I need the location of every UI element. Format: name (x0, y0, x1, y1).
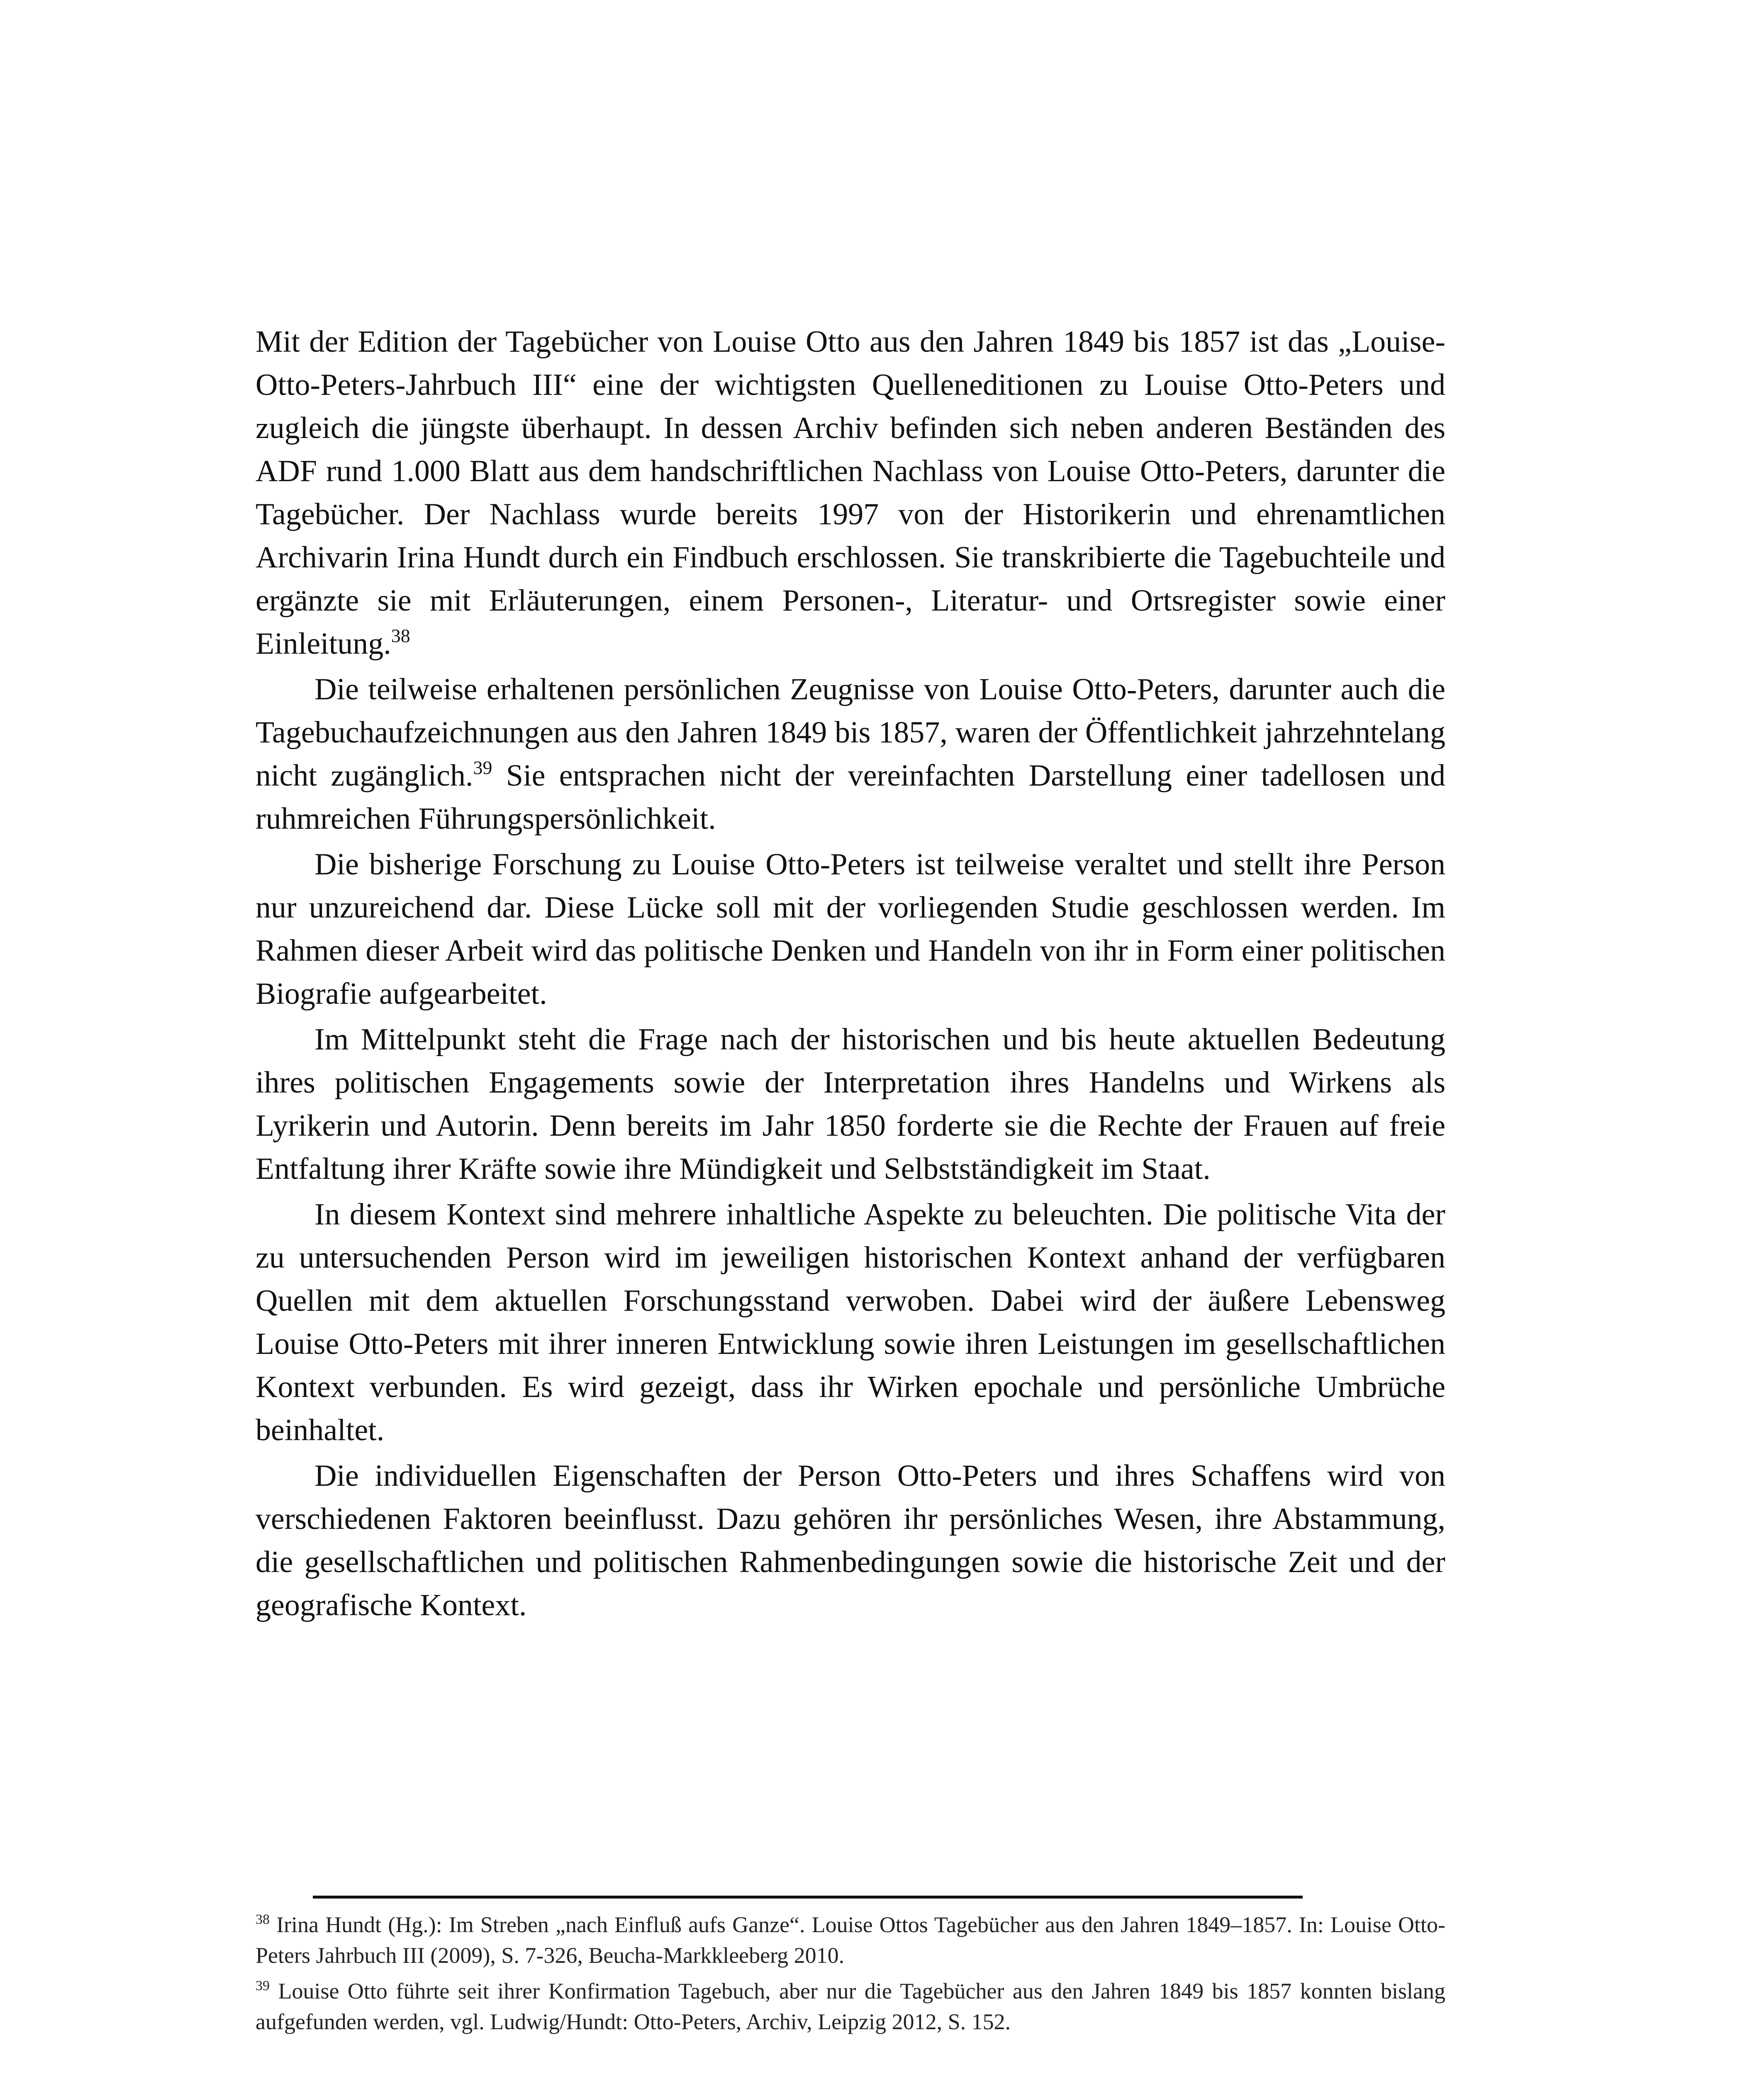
footnote-text: Irina Hundt (Hg.): Im Streben „nach Einfluß aufs Ganze“. Louise Ottos Tagebücher aus den Jahren 1849–1857. In: Louise Otto-Peters Jahrbuch III (2009), S. 7-326, Beucha-Markkleeberg 2010. (256, 1912, 1445, 1968)
footnotes (256, 1909, 1445, 2042)
footnote-39 (256, 1976, 1445, 2037)
body-text (256, 320, 1445, 1629)
paragraph-text: Die teilweise erhaltenen persönlichen Zeugnisse von Louise Otto-Peters, darunter auch die Tagebuchaufzeichnungen aus den Jahren 1849 bis 1857, waren der Öffentlichkeit jahrzehntelang nicht zugänglich. (256, 672, 1445, 793)
paragraph-1 (256, 320, 1445, 665)
footnote-mark: 38 (256, 1912, 270, 1927)
paragraph-2 (256, 668, 1445, 840)
paragraph-4 (256, 1018, 1445, 1190)
paragraph-5 (256, 1193, 1445, 1452)
paragraph-text: Die bisherige Forschung zu Louise Otto-Peters ist teilweise veraltet und stellt ihre Person nur unzureichend dar. Diese Lücke soll mit der vorliegenden Studie geschlossen werden. Im Rahmen dieser Arbeit wird das politische Denken und Handeln von ihr in Form einer politischen Biografie aufgearbeitet. (256, 847, 1445, 1011)
paragraph-text: In diesem Kontext sind mehrere inhaltliche Aspekte zu beleuchten. Die politische Vita der zu untersuchenden Person wird im jeweiligen historischen Kontext anhand der verfügbaren Quellen mit dem aktuellen Forschungsstand verwoben. Dabei wird der äußere Lebensweg Louise Otto-Peters mit ihrer inneren Entwicklung sowie ihren Leistungen im gesellschaftlichen Kontext verbunden. Es wird gezeigt, dass ihr Wirken epochale und persönliche Umbrüche beinhaltet. (256, 1198, 1445, 1447)
paragraph-text: Im Mittelpunkt steht die Frage nach der historischen und bis heute aktuellen Bedeutung ihres politischen Engagements sowie der Interpretation ihres Handelns und Wirkens als Lyrikerin und Autorin. Denn bereits im Jahr 1850 forderte sie die Rechte der Frauen auf freie Entfaltung ihrer Kräfte sowie ihre Mündigkeit und Selbstständigkeit im Staat. (256, 1022, 1445, 1186)
footnote-text: Louise Otto führte seit ihrer Konfirmation Tagebuch, aber nur die Tagebücher aus den Jahren 1849 bis 1857 konnten bislang aufgefunden werden, vgl. Ludwig/Hundt: Otto-Peters, Archiv, Leipzig 2012, S. 152. (256, 1979, 1445, 2034)
footnote-reference: 39 (473, 757, 492, 778)
footnote-reference: 38 (391, 625, 410, 646)
footnote-separator (313, 1896, 1303, 1899)
footnote-mark: 39 (256, 1978, 270, 1994)
paragraph-6 (256, 1454, 1445, 1627)
paragraph-text: Mit der Edition der Tagebücher von Louise Otto aus den Jahren 1849 bis 1857 ist das „Louise-Otto-Peters-Jahrbuch III“ eine der wichtigsten Quelleneditionen zu Louise Otto-Peters und zugleich die jüngste überhaupt. In dessen Archiv befinden sich neben anderen Beständen des ADF rund 1.000 Blatt aus dem handschriftlichen Nachlass von Louise Otto-Peters, darunter die Tagebücher. Der Nachlass wurde bereits 1997 von der Historikerin und ehrenamtlichen Archivarin Irina Hundt durch ein Findbuch erschlossen. Sie transkribierte die Tagebuchteile und ergänzte sie mit Erläuterungen, einem Personen-, Literatur- und Ortsregister sowie einer Einleitung. (256, 325, 1445, 661)
paragraph-3 (256, 843, 1445, 1015)
footnote-38 (256, 1909, 1445, 1971)
paragraph-text: Die individuellen Eigenschaften der Person Otto-Peters und ihres Schaffens wird von verschiedenen Faktoren beeinflusst. Dazu gehören ihr persönliches Wesen, ihre Abstammung, die gesellschaftlichen und politischen Rahmenbedingungen sowie die historische Zeit und der geografische Kontext. (256, 1459, 1445, 1622)
paragraph-text: Sie entsprachen nicht der vereinfachten Darstellung einer tadellosen und ruhmreichen Führungspersönlichkeit. (256, 759, 1446, 836)
